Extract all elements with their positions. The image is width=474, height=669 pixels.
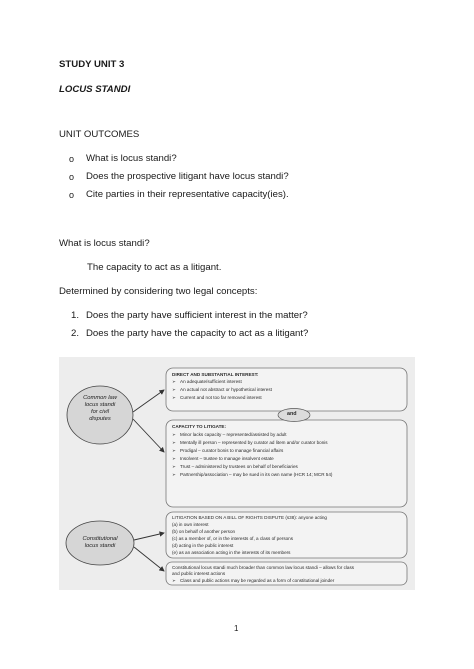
bill-of-rights-item: (a) in own interest (172, 522, 209, 527)
arrow-bullet-icon: ➢ (172, 395, 176, 400)
arrow-bullet-icon: ➢ (172, 472, 176, 477)
interest-box-title: DIRECT AND SUBSTANTIAL INTEREST: (172, 372, 259, 377)
common-law-label (69, 395, 131, 423)
capacity-item: Trust – administered by trustees on behalf of beneficiaries (180, 464, 298, 469)
capacity-item: Prodigal – curator bonis to manage financial affairs (180, 448, 284, 453)
node-line: locus standi (84, 402, 116, 408)
concept-item: Does the party have sufficient interest in the matter? (86, 310, 308, 321)
arrow-bullet-icon: ➢ (172, 440, 176, 445)
arrow-bullet-icon: ➢ (172, 379, 176, 384)
outcome-bullet: o (69, 154, 75, 164)
outcome-item: What is locus standi? (86, 153, 177, 164)
outcome-item: Cite parties in their representative capacity(ies). (86, 189, 289, 200)
interest-item: An actual not abstract or hypothetical interest (180, 387, 272, 392)
locus-standi-diagram (59, 357, 415, 590)
and-connector-label: and (287, 411, 297, 417)
capacity-box-title: CAPACITY TO LITIGATE: (172, 424, 227, 429)
outcomes-heading: UNIT OUTCOMES (59, 129, 140, 140)
node-line: for civil (90, 409, 110, 415)
arrow-bullet-icon: ➢ (172, 456, 176, 461)
arrow-bullet-icon: ➢ (172, 464, 176, 469)
definition-answer: The capacity to act as a litigant. (87, 262, 222, 273)
arrow-bullet-icon: ➢ (172, 578, 176, 583)
constitutional-note-line: and public interest actions (172, 571, 226, 576)
capacity-item: Partnership/association – may be sued in its own name (HCR 14; MCR 54) (180, 472, 333, 477)
interest-item: An adequate/sufficient interest (180, 379, 242, 384)
capacity-item: Mentally ill person – represented by curator ad litem and/or curator bonis (180, 440, 328, 445)
capacity-item: Insolvent – trustee to manage insolvent estate (180, 456, 274, 461)
bill-of-rights-item: (d) acting in the public interest (172, 543, 234, 548)
concept-item: Does the party have the capacity to act as a litigant? (86, 328, 309, 339)
constitutional-label (69, 536, 131, 550)
outcome-item: Does the prospective litigant have locus standi? (86, 171, 289, 182)
arrow-bullet-icon: ➢ (172, 387, 176, 392)
constitutional-note-line: Constitutional locus standi much broader than common law locus standi – allows for class (172, 565, 355, 570)
page-number: 1 (234, 624, 239, 633)
bill-of-rights-item: (b) on behalf of another person (172, 529, 236, 534)
capacity-item: Minor lacks capacity – represented/assisted by adult (180, 432, 287, 437)
bill-of-rights-item: (c) as a member of, or in the interests of, a class of persons (172, 536, 294, 541)
arrow-bullet-icon: ➢ (172, 432, 176, 437)
determined-by-text: Determined by considering two legal concepts: (59, 286, 258, 297)
concept-number: 2. (71, 328, 80, 339)
concept-number: 1. (71, 310, 80, 321)
outcome-bullet: o (69, 172, 75, 182)
node-line: Common law (83, 395, 117, 401)
bill-of-rights-box-title: LITIGATION BASED ON A BILL OF RIGHTS DISPUTE (s38): anyone acting (172, 515, 327, 520)
node-line: Constitutional (82, 536, 118, 542)
constitutional-note-item: Class and public actions may be regarded as a form of constitutional joinder (180, 578, 335, 583)
arrow-bullet-icon: ➢ (172, 448, 176, 453)
outcome-bullet: o (69, 190, 75, 200)
node-line: disputes (89, 416, 111, 422)
bill-of-rights-item: (e) as an association acting in the interests of its members (172, 550, 291, 555)
interest-item: Current and not too far removed interest (180, 395, 262, 400)
node-line: locus standi (84, 543, 116, 549)
definition-question: What is locus standi? (59, 238, 150, 249)
topic-heading: LOCUS STANDI (59, 84, 131, 95)
study-unit-heading: STUDY UNIT 3 (59, 59, 125, 70)
